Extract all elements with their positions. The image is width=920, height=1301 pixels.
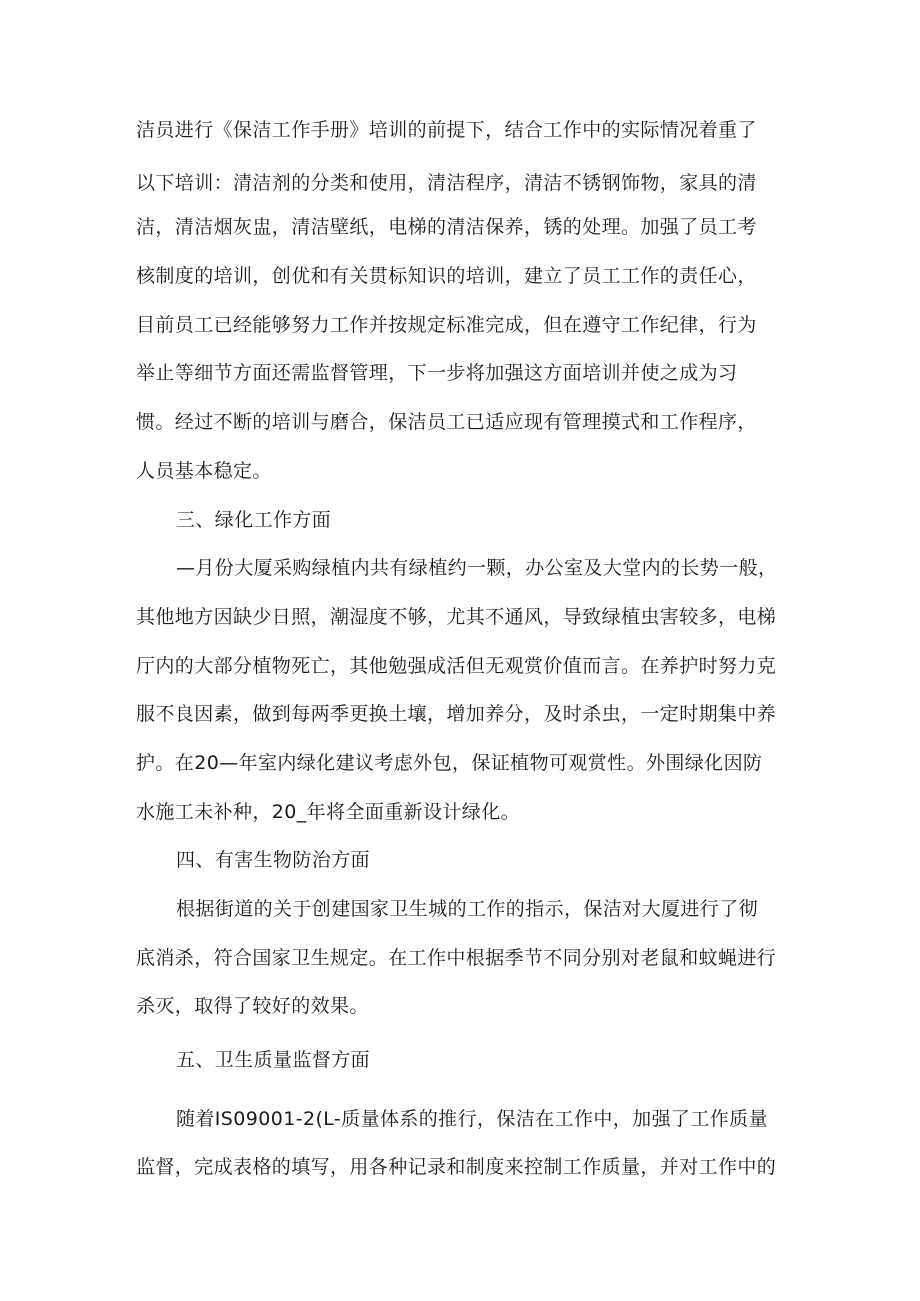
paragraph-line: 水施工未补种，20_年将全面重新设计绿化。 [136,801,521,823]
paragraph-line: 厅内的大部分植物死亡，其他勉强成活但无观赏价值而言。在养护时努力克 [136,655,777,677]
paragraph-line: 杀灭，取得了较好的效果。 [136,995,369,1017]
paragraph-line: 护。在20—年室内绿化建议考虑外包，保证植物可观赏性。外围绿化因防 [136,752,763,774]
paragraph-line: 底消杀，符合国家卫生规定。在工作中根据季节不同分别对老鼠和蚊蝇进行 [136,947,777,969]
section-heading: 五、卫生质量监督方面 [176,1049,371,1071]
paragraph-line: 洁员进行《保洁工作手册》培训的前提下，结合工作中的实际情况着重了 [136,119,757,141]
paragraph-line: 服不良因素，做到每两季更换土壤，增加养分，及时杀虫，一定时期集中养 [136,703,777,725]
paragraph-line: 其他地方因缺少日照，潮湿度不够，尤其不通风，导致绿植虫害较多，电梯 [136,606,777,628]
paragraph-line: 举止等细节方面还需监督管理，下一步将加强这方面培训并使之成为习 [136,362,738,384]
paragraph-line: 核制度的培训，创优和有关贯标知识的培训，建立了员工工作的责任心， [136,265,757,287]
paragraph-line: —月份大厦采购绿植内共有绿植约一颗，办公室及大堂内的长势一般， [176,557,778,579]
paragraph-line: 人员基本稳定。 [136,460,272,482]
section-heading: 四、有害生物防治方面 [176,849,371,871]
paragraph-line: 以下培训：清洁剂的分类和使用，清洁程序，清洁不锈钢饰物，家具的清 [136,172,757,194]
paragraph-line: 监督，完成表格的填写，用各种记录和制度来控制工作质量，并对工作中的 [136,1156,777,1178]
paragraph-line: 根据街道的关于创建国家卫生城的工作的指示，保洁对大厦进行了彻 [176,898,759,920]
paragraph-line: 惯。经过不断的培训与磨合，保洁员工已适应现有管理摸式和工作程序， [136,411,757,433]
section-heading: 三、绿化工作方面 [176,509,332,531]
paragraph-line: 随着IS09001-2(L-质量体系的推行，保洁在工作中，加强了工作质量 [176,1108,768,1130]
paragraph-line: 洁，清洁烟灰盅，清洁壁纸，电梯的清洁保养，锈的处理。加强了员工考 [136,216,757,238]
paragraph-line: 目前员工已经能够努力工作并按规定标准完成，但在遵守工作纪律，行为 [136,314,757,336]
